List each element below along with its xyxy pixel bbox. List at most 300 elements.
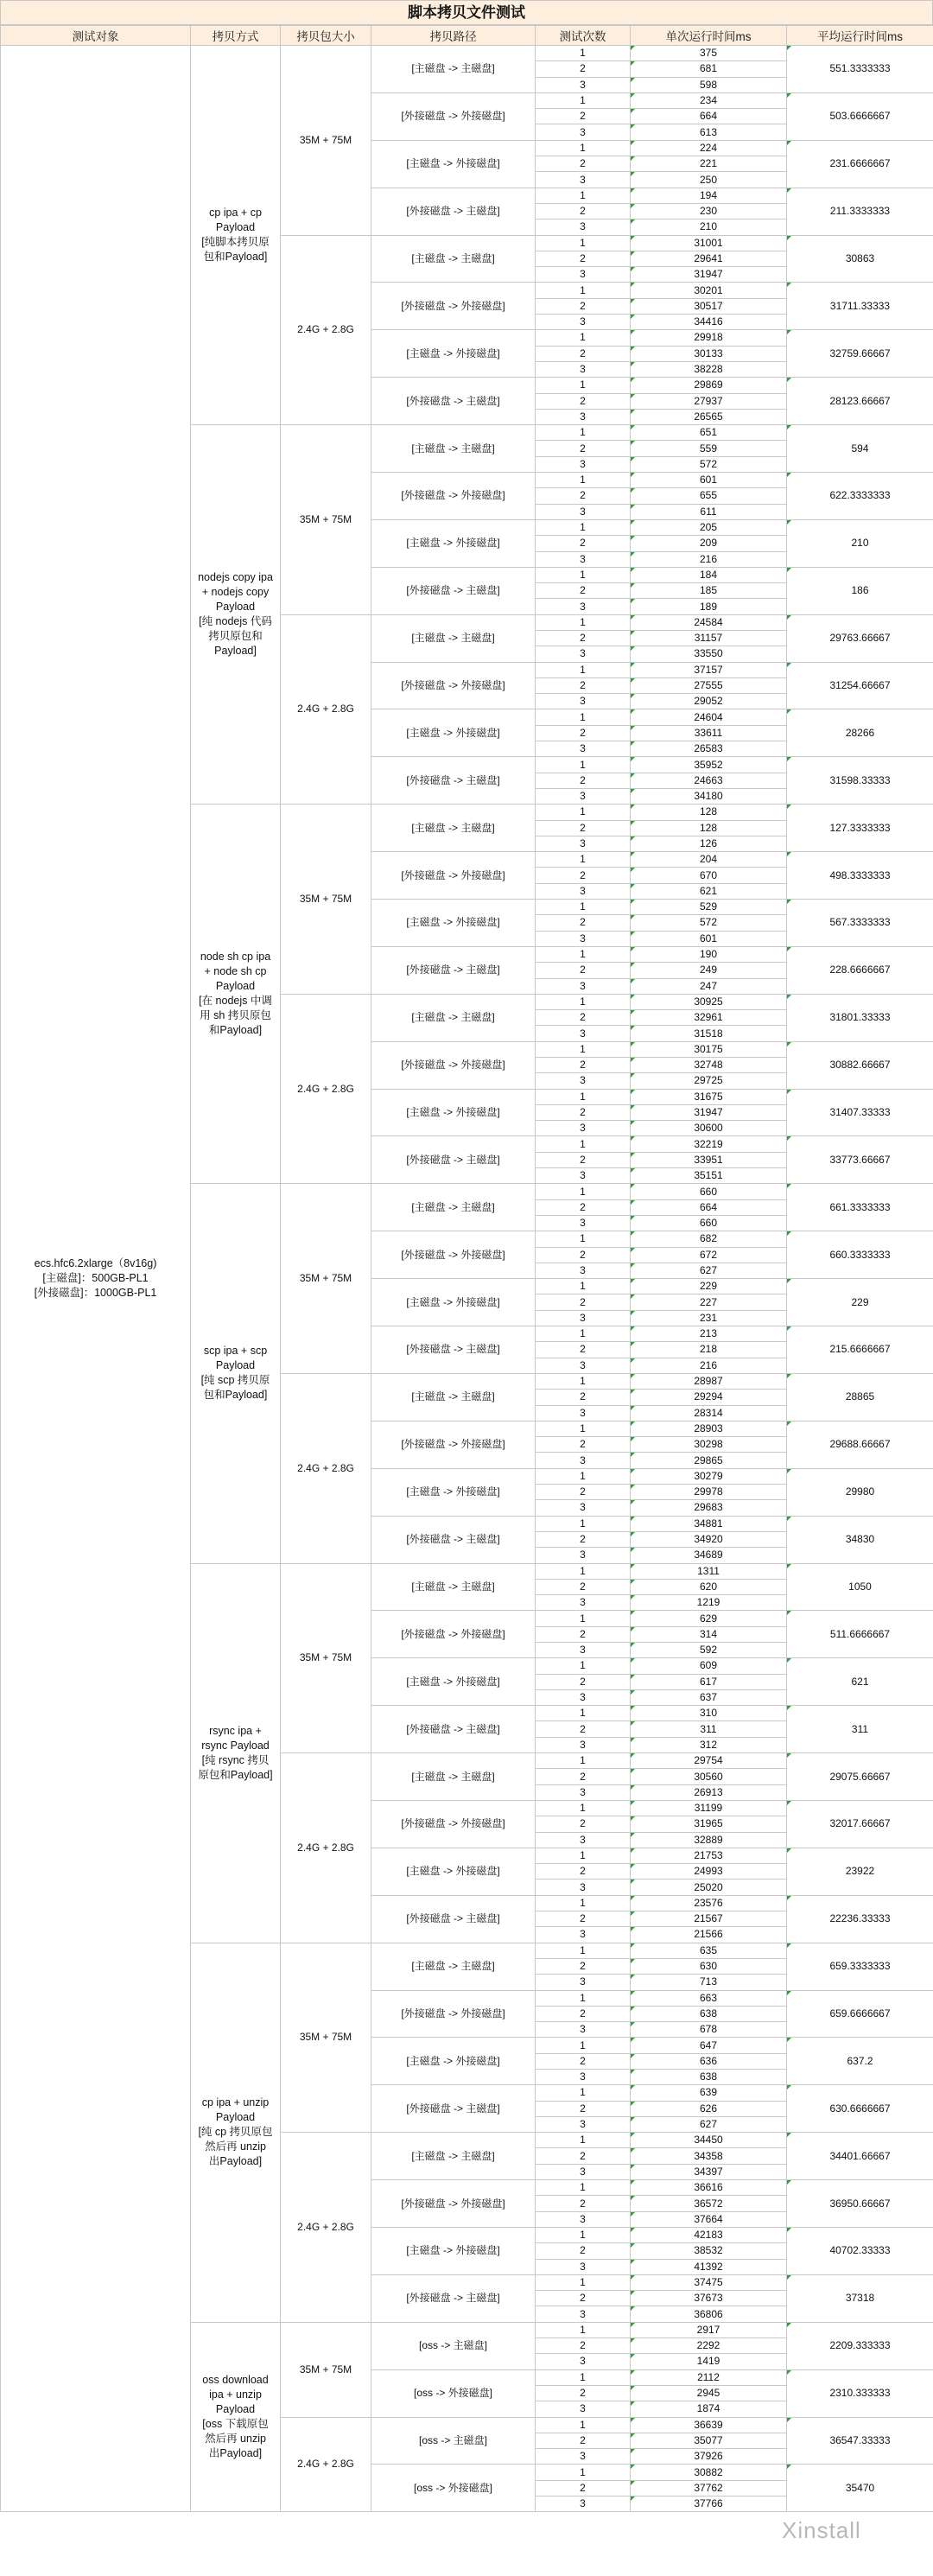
single-run-cell: 638 bbox=[631, 2070, 787, 2085]
average-cell: 498.3333333 bbox=[787, 852, 933, 900]
run-number-cell: 3 bbox=[536, 1832, 631, 1848]
single-run-cell: 34358 bbox=[631, 2148, 787, 2164]
run-number-cell: 1 bbox=[536, 1563, 631, 1579]
single-run-cell: 42183 bbox=[631, 2227, 787, 2242]
run-number-cell: 1 bbox=[536, 805, 631, 820]
single-run-cell: 23576 bbox=[631, 1895, 787, 1911]
run-number-cell: 3 bbox=[536, 2496, 631, 2512]
single-run-cell: 30298 bbox=[631, 1437, 787, 1453]
run-number-cell: 1 bbox=[536, 852, 631, 868]
average-cell: 661.3333333 bbox=[787, 1184, 933, 1231]
single-run-cell: 2112 bbox=[631, 2369, 787, 2385]
average-cell: 29688.66667 bbox=[787, 1421, 933, 1468]
cell-line: Payload bbox=[215, 2403, 256, 2416]
run-number-cell: 1 bbox=[536, 1706, 631, 1721]
copy-path-cell: [外接磁盘 -> 外接磁盘] bbox=[371, 662, 536, 709]
run-number-cell: 1 bbox=[536, 2322, 631, 2337]
single-run-cell: 1874 bbox=[631, 2401, 787, 2417]
average-cell: 210 bbox=[787, 519, 933, 567]
run-number-cell: 2 bbox=[536, 488, 631, 504]
single-run-cell: 627 bbox=[631, 1263, 787, 1278]
average-cell: 511.6666667 bbox=[787, 1611, 933, 1658]
single-run-cell: 26913 bbox=[631, 1784, 787, 1800]
copy-path-cell: [外接磁盘 -> 主磁盘] bbox=[371, 1895, 536, 1943]
run-number-cell: 3 bbox=[536, 504, 631, 519]
cell-line: rsync ipa + bbox=[209, 1724, 262, 1737]
average-cell: 31711.33333 bbox=[787, 283, 933, 330]
run-number-cell: 2 bbox=[536, 1911, 631, 1927]
single-run-cell: 36616 bbox=[631, 2180, 787, 2196]
cell-line: 和Payload] bbox=[208, 1024, 263, 1037]
run-number-cell: 3 bbox=[536, 1927, 631, 1943]
copy-path-cell: [主磁盘 -> 主磁盘] bbox=[371, 1753, 536, 1801]
single-run-cell: 221 bbox=[631, 156, 787, 172]
run-number-cell: 1 bbox=[536, 519, 631, 535]
run-number-cell: 1 bbox=[536, 2085, 631, 2101]
header-single-run: 单次运行时间ms bbox=[631, 26, 787, 46]
run-number-cell: 3 bbox=[536, 361, 631, 377]
average-cell: 36547.33333 bbox=[787, 2417, 933, 2465]
single-run-cell: 35077 bbox=[631, 2433, 787, 2448]
run-number-cell: 1 bbox=[536, 1421, 631, 1436]
table-body bbox=[1, 46, 933, 2512]
run-number-cell: 3 bbox=[536, 1548, 631, 1563]
single-run-cell: 184 bbox=[631, 567, 787, 582]
single-run-cell: 29725 bbox=[631, 1073, 787, 1089]
single-run-cell: 24993 bbox=[631, 1864, 787, 1880]
single-run-cell: 31518 bbox=[631, 1026, 787, 1041]
single-run-cell: 216 bbox=[631, 1358, 787, 1373]
package-size-cell: 2.4G + 2.8G bbox=[281, 1373, 371, 1563]
single-run-cell: 34180 bbox=[631, 788, 787, 804]
single-run-cell: 1419 bbox=[631, 2354, 787, 2369]
run-number-cell: 1 bbox=[536, 1136, 631, 1152]
average-cell: 31598.33333 bbox=[787, 757, 933, 805]
single-run-cell: 28314 bbox=[631, 1405, 787, 1421]
run-number-cell: 2 bbox=[536, 1816, 631, 1832]
single-run-cell: 230 bbox=[631, 203, 787, 219]
run-number-cell: 3 bbox=[536, 1642, 631, 1657]
single-run-cell: 210 bbox=[631, 219, 787, 235]
copy-path-cell: [主磁盘 -> 主磁盘] bbox=[371, 2133, 536, 2180]
run-number-cell: 2 bbox=[536, 1199, 631, 1215]
run-number-cell: 3 bbox=[536, 1026, 631, 1041]
run-number-cell: 3 bbox=[536, 1689, 631, 1705]
copy-path-cell: [oss -> 主磁盘] bbox=[371, 2417, 536, 2465]
run-number-cell: 2 bbox=[536, 346, 631, 361]
package-size-cell: 35M + 75M bbox=[281, 46, 371, 236]
single-run-cell: 621 bbox=[631, 883, 787, 899]
average-cell: 567.3333333 bbox=[787, 900, 933, 947]
run-number-cell: 2 bbox=[536, 536, 631, 551]
average-cell: 30882.66667 bbox=[787, 1041, 933, 1089]
run-number-cell: 1 bbox=[536, 900, 631, 915]
run-number-cell: 2 bbox=[536, 298, 631, 314]
run-number-cell: 3 bbox=[536, 2022, 631, 2038]
single-run-cell: 1219 bbox=[631, 1595, 787, 1611]
cell-line: Payload bbox=[215, 221, 256, 234]
average-cell: 2310.333333 bbox=[787, 2369, 933, 2417]
watermark: Xinstall bbox=[782, 2517, 861, 2543]
copy-path-cell: [外接磁盘 -> 主磁盘] bbox=[371, 1706, 536, 1753]
single-run-cell: 229 bbox=[631, 1279, 787, 1294]
copy-path-cell: [外接磁盘 -> 主磁盘] bbox=[371, 757, 536, 805]
package-size-cell: 35M + 75M bbox=[281, 1943, 371, 2133]
copy-path-cell: [主磁盘 -> 主磁盘] bbox=[371, 805, 536, 852]
test-object-cell bbox=[1, 46, 191, 2512]
cell-line: [纯 scp 拷贝原 bbox=[200, 1374, 270, 1387]
copy-path-cell: [主磁盘 -> 外接磁盘] bbox=[371, 2227, 536, 2274]
package-size-cell: 2.4G + 2.8G bbox=[281, 994, 371, 1184]
single-run-cell: 30600 bbox=[631, 1121, 787, 1136]
single-run-cell: 27937 bbox=[631, 393, 787, 409]
run-number-cell: 1 bbox=[536, 2227, 631, 2242]
single-run-cell: 31001 bbox=[631, 235, 787, 251]
single-run-cell: 312 bbox=[631, 1737, 787, 1752]
single-run-cell: 247 bbox=[631, 978, 787, 994]
average-cell: 228.6666667 bbox=[787, 946, 933, 994]
run-number-cell: 2 bbox=[536, 868, 631, 883]
run-number-cell: 2 bbox=[536, 2053, 631, 2069]
single-run-cell: 36572 bbox=[631, 2196, 787, 2211]
run-number-cell: 1 bbox=[536, 330, 631, 346]
single-run-cell: 30925 bbox=[631, 994, 787, 1009]
single-run-cell: 31199 bbox=[631, 1800, 787, 1816]
average-cell: 37318 bbox=[787, 2274, 933, 2322]
run-number-cell: 2 bbox=[536, 963, 631, 978]
single-run-cell: 126 bbox=[631, 836, 787, 851]
single-run-cell: 35151 bbox=[631, 1168, 787, 1184]
single-run-cell: 36639 bbox=[631, 2417, 787, 2433]
single-run-cell: 713 bbox=[631, 1975, 787, 1990]
average-cell: 33773.66667 bbox=[787, 1136, 933, 1184]
single-run-cell: 32961 bbox=[631, 1010, 787, 1026]
header-test-object: 测试对象 bbox=[1, 26, 191, 46]
average-cell: 34830 bbox=[787, 1516, 933, 1563]
copy-method-cell bbox=[191, 425, 281, 805]
run-number-cell: 3 bbox=[536, 931, 631, 946]
single-run-cell: 26565 bbox=[631, 409, 787, 424]
copy-path-cell: [外接磁盘 -> 主磁盘] bbox=[371, 1136, 536, 1184]
single-run-cell: 682 bbox=[631, 1231, 787, 1247]
single-run-cell: 29683 bbox=[631, 1500, 787, 1516]
run-number-cell: 1 bbox=[536, 1848, 631, 1863]
copy-path-cell: [oss -> 外接磁盘] bbox=[371, 2369, 536, 2417]
run-number-cell: 2 bbox=[536, 583, 631, 599]
cell-line: node sh cp ipa bbox=[200, 951, 271, 964]
run-number-cell: 1 bbox=[536, 614, 631, 630]
run-number-cell: 1 bbox=[536, 473, 631, 488]
run-number-cell: 1 bbox=[536, 1231, 631, 1247]
run-number-cell: 3 bbox=[536, 1737, 631, 1752]
run-number-cell: 1 bbox=[536, 2274, 631, 2290]
run-number-cell: 3 bbox=[536, 599, 631, 614]
single-run-cell: 30882 bbox=[631, 2465, 787, 2480]
run-number-cell: 2 bbox=[536, 109, 631, 124]
single-run-cell: 30175 bbox=[631, 1041, 787, 1057]
header-test-count: 测试次数 bbox=[536, 26, 631, 46]
cell-line: 出Payload] bbox=[208, 2447, 263, 2460]
copy-path-cell: [外接磁盘 -> 主磁盘] bbox=[371, 567, 536, 614]
run-number-cell: 2 bbox=[536, 630, 631, 646]
single-run-cell: 681 bbox=[631, 61, 787, 77]
run-number-cell: 1 bbox=[536, 1279, 631, 1294]
single-run-cell: 627 bbox=[631, 2116, 787, 2132]
run-number-cell: 3 bbox=[536, 456, 631, 472]
average-cell: 29075.66667 bbox=[787, 1753, 933, 1801]
results-table bbox=[0, 25, 933, 2512]
single-run-cell: 37762 bbox=[631, 2480, 787, 2496]
copy-path-cell: [主磁盘 -> 外接磁盘] bbox=[371, 1658, 536, 1706]
average-cell: 621 bbox=[787, 1658, 933, 1706]
average-cell: 29763.66667 bbox=[787, 614, 933, 662]
average-cell: 630.6666667 bbox=[787, 2085, 933, 2133]
run-number-cell: 2 bbox=[536, 1294, 631, 1310]
single-run-cell: 639 bbox=[631, 2085, 787, 2101]
run-number-cell: 1 bbox=[536, 662, 631, 677]
run-number-cell: 1 bbox=[536, 283, 631, 298]
copy-path-cell: [外接磁盘 -> 主磁盘] bbox=[371, 2085, 536, 2133]
single-run-cell: 613 bbox=[631, 124, 787, 140]
average-cell: 31801.33333 bbox=[787, 994, 933, 1041]
run-number-cell: 3 bbox=[536, 2401, 631, 2417]
cell-line: [外接磁盘]：1000GB-PL1 bbox=[34, 1287, 157, 1300]
run-number-cell: 2 bbox=[536, 1721, 631, 1737]
cell-line: Payload] bbox=[214, 645, 257, 658]
run-number-cell: 2 bbox=[536, 393, 631, 409]
run-number-cell: 1 bbox=[536, 1658, 631, 1674]
copy-path-cell: [外接磁盘 -> 外接磁盘] bbox=[371, 1990, 536, 2038]
single-run-cell: 234 bbox=[631, 92, 787, 108]
run-number-cell: 3 bbox=[536, 1405, 631, 1421]
single-run-cell: 34689 bbox=[631, 1548, 787, 1563]
run-number-cell: 1 bbox=[536, 1753, 631, 1769]
copy-path-cell: [主磁盘 -> 外接磁盘] bbox=[371, 1089, 536, 1136]
single-run-cell: 660 bbox=[631, 1215, 787, 1231]
single-run-cell: 34881 bbox=[631, 1516, 787, 1531]
cell-line: + nodejs copy bbox=[201, 586, 270, 599]
package-size-cell: 2.4G + 2.8G bbox=[281, 2417, 371, 2512]
copy-path-cell: [oss -> 外接磁盘] bbox=[371, 2465, 536, 2512]
average-cell: 35470 bbox=[787, 2465, 933, 2512]
single-run-cell: 205 bbox=[631, 519, 787, 535]
single-run-cell: 41392 bbox=[631, 2259, 787, 2274]
single-run-cell: 2917 bbox=[631, 2322, 787, 2337]
copy-path-cell: [主磁盘 -> 外接磁盘] bbox=[371, 2038, 536, 2085]
average-cell: 211.3333333 bbox=[787, 188, 933, 235]
run-number-cell: 1 bbox=[536, 235, 631, 251]
single-run-cell: 38228 bbox=[631, 361, 787, 377]
single-run-cell: 30133 bbox=[631, 346, 787, 361]
cell-line: 用 sh 拷贝原包 bbox=[200, 1009, 271, 1022]
average-cell: 32017.66667 bbox=[787, 1800, 933, 1848]
average-cell: 215.6666667 bbox=[787, 1326, 933, 1374]
copy-method-cell bbox=[191, 46, 281, 425]
cell-line: [主磁盘]：500GB-PL1 bbox=[42, 1272, 149, 1285]
copy-path-cell: [主磁盘 -> 主磁盘] bbox=[371, 1943, 536, 1990]
average-cell: 551.3333333 bbox=[787, 46, 933, 93]
run-number-cell: 2 bbox=[536, 1674, 631, 1689]
cell-line: Payload bbox=[215, 980, 256, 993]
average-cell: 186 bbox=[787, 567, 933, 614]
average-cell: 22236.33333 bbox=[787, 1895, 933, 1943]
run-number-cell: 1 bbox=[536, 2465, 631, 2480]
single-run-cell: 635 bbox=[631, 1943, 787, 1958]
run-number-cell: 3 bbox=[536, 2306, 631, 2322]
run-number-cell: 3 bbox=[536, 646, 631, 662]
cell-line: ipa + unzip bbox=[209, 2388, 262, 2401]
cell-line: cp ipa + unzip bbox=[201, 2096, 270, 2109]
cell-line: Payload bbox=[215, 1359, 256, 1372]
run-number-cell: 2 bbox=[536, 2385, 631, 2401]
average-cell: 31254.66667 bbox=[787, 662, 933, 709]
run-number-cell: 1 bbox=[536, 1373, 631, 1389]
copy-path-cell: [主磁盘 -> 主磁盘] bbox=[371, 994, 536, 1041]
single-run-cell: 28903 bbox=[631, 1421, 787, 1436]
copy-path-cell: [主磁盘 -> 主磁盘] bbox=[371, 46, 536, 93]
run-number-cell: 3 bbox=[536, 1073, 631, 1089]
single-run-cell: 678 bbox=[631, 2022, 787, 2038]
single-run-cell: 311 bbox=[631, 1721, 787, 1737]
single-run-cell: 204 bbox=[631, 852, 787, 868]
single-run-cell: 21753 bbox=[631, 1848, 787, 1863]
run-number-cell: 2 bbox=[536, 2291, 631, 2306]
single-run-cell: 617 bbox=[631, 1674, 787, 1689]
package-size-cell: 2.4G + 2.8G bbox=[281, 235, 371, 425]
single-run-cell: 29754 bbox=[631, 1753, 787, 1769]
run-number-cell: 1 bbox=[536, 757, 631, 773]
single-run-cell: 29641 bbox=[631, 251, 787, 266]
copy-method-cell bbox=[191, 1943, 281, 2322]
average-cell: 311 bbox=[787, 1706, 933, 1753]
header-row bbox=[1, 26, 933, 46]
single-run-cell: 598 bbox=[631, 77, 787, 92]
copy-path-cell: [外接磁盘 -> 外接磁盘] bbox=[371, 473, 536, 520]
single-run-cell: 647 bbox=[631, 2038, 787, 2053]
copy-path-cell: [外接磁盘 -> 外接磁盘] bbox=[371, 852, 536, 900]
average-cell: 229 bbox=[787, 1279, 933, 1326]
run-number-cell: 2 bbox=[536, 725, 631, 741]
run-number-cell: 2 bbox=[536, 1626, 631, 1642]
average-cell: 659.3333333 bbox=[787, 1943, 933, 1990]
copy-path-cell: [主磁盘 -> 外接磁盘] bbox=[371, 900, 536, 947]
copy-path-cell: [外接磁盘 -> 外接磁盘] bbox=[371, 2180, 536, 2228]
copy-path-cell: [外接磁盘 -> 主磁盘] bbox=[371, 946, 536, 994]
run-number-cell: 1 bbox=[536, 46, 631, 61]
average-cell: 637.2 bbox=[787, 2038, 933, 2085]
cell-line: cp ipa + cp bbox=[209, 207, 262, 219]
average-cell: 659.6666667 bbox=[787, 1990, 933, 2038]
single-run-cell: 24663 bbox=[631, 773, 787, 788]
package-size-cell: 35M + 75M bbox=[281, 425, 371, 615]
run-number-cell: 3 bbox=[536, 741, 631, 757]
run-number-cell: 2 bbox=[536, 2196, 631, 2211]
single-run-cell: 572 bbox=[631, 915, 787, 931]
single-run-cell: 32889 bbox=[631, 1832, 787, 1848]
single-run-cell: 33550 bbox=[631, 646, 787, 662]
single-run-cell: 30201 bbox=[631, 283, 787, 298]
run-number-cell: 3 bbox=[536, 2354, 631, 2369]
average-cell: 660.3333333 bbox=[787, 1231, 933, 1279]
single-run-cell: 32748 bbox=[631, 1058, 787, 1073]
run-number-cell: 1 bbox=[536, 1089, 631, 1104]
single-run-cell: 620 bbox=[631, 1579, 787, 1594]
run-number-cell: 2 bbox=[536, 1390, 631, 1405]
header-average-run: 平均运行时间ms bbox=[787, 26, 933, 46]
single-run-cell: 664 bbox=[631, 1199, 787, 1215]
single-run-cell: 190 bbox=[631, 946, 787, 962]
run-number-cell: 3 bbox=[536, 1263, 631, 1278]
single-run-cell: 218 bbox=[631, 1342, 787, 1358]
cell-line: Payload bbox=[215, 2111, 256, 2124]
copy-path-cell: [外接磁盘 -> 主磁盘] bbox=[371, 1326, 536, 1374]
run-number-cell: 1 bbox=[536, 946, 631, 962]
copy-path-cell: [外接磁盘 -> 外接磁盘] bbox=[371, 1611, 536, 1658]
run-number-cell: 3 bbox=[536, 1880, 631, 1895]
single-run-cell: 213 bbox=[631, 1326, 787, 1342]
single-run-cell: 21566 bbox=[631, 1927, 787, 1943]
single-run-cell: 128 bbox=[631, 805, 787, 820]
single-run-cell: 1311 bbox=[631, 1563, 787, 1579]
run-number-cell: 2 bbox=[536, 677, 631, 693]
single-run-cell: 185 bbox=[631, 583, 787, 599]
average-cell: 28123.66667 bbox=[787, 378, 933, 425]
run-number-cell: 3 bbox=[536, 1121, 631, 1136]
copy-path-cell: [主磁盘 -> 外接磁盘] bbox=[371, 140, 536, 188]
single-run-cell: 38532 bbox=[631, 2243, 787, 2259]
single-run-cell: 37475 bbox=[631, 2274, 787, 2290]
copy-path-cell: [外接磁盘 -> 主磁盘] bbox=[371, 2274, 536, 2322]
single-run-cell: 35952 bbox=[631, 757, 787, 773]
single-run-cell: 31965 bbox=[631, 1816, 787, 1832]
single-run-cell: 27555 bbox=[631, 677, 787, 693]
average-cell: 28266 bbox=[787, 709, 933, 757]
single-run-cell: 209 bbox=[631, 536, 787, 551]
single-run-cell: 310 bbox=[631, 1706, 787, 1721]
single-run-cell: 224 bbox=[631, 140, 787, 156]
average-cell: 594 bbox=[787, 425, 933, 473]
run-number-cell: 3 bbox=[536, 694, 631, 709]
single-run-cell: 29869 bbox=[631, 378, 787, 393]
copy-path-cell: [主磁盘 -> 外接磁盘] bbox=[371, 1848, 536, 1895]
copy-path-cell: [外接磁盘 -> 外接磁盘] bbox=[371, 1231, 536, 1279]
single-run-cell: 33611 bbox=[631, 725, 787, 741]
average-cell: 32759.66667 bbox=[787, 330, 933, 378]
cell-line: rsync Payload bbox=[201, 1739, 270, 1752]
run-number-cell: 1 bbox=[536, 1800, 631, 1816]
copy-path-cell: [主磁盘 -> 外接磁盘] bbox=[371, 330, 536, 378]
run-number-cell: 2 bbox=[536, 1579, 631, 1594]
run-number-cell: 3 bbox=[536, 1310, 631, 1326]
cell-line: [纯 cp 拷贝原包 bbox=[198, 2126, 273, 2139]
average-cell: 40702.33333 bbox=[787, 2227, 933, 2274]
header-copy-method: 拷贝方式 bbox=[191, 26, 281, 46]
average-cell: 231.6666667 bbox=[787, 140, 933, 188]
single-run-cell: 630 bbox=[631, 1958, 787, 1974]
single-run-cell: 231 bbox=[631, 1310, 787, 1326]
run-number-cell: 2 bbox=[536, 203, 631, 219]
cell-line: ecs.hfc6.2xlarge（8v16g) bbox=[34, 1257, 157, 1270]
single-run-cell: 670 bbox=[631, 868, 787, 883]
run-number-cell: 1 bbox=[536, 2133, 631, 2148]
single-run-cell: 611 bbox=[631, 504, 787, 519]
run-number-cell: 2 bbox=[536, 1058, 631, 1073]
run-number-cell: 1 bbox=[536, 1611, 631, 1626]
average-cell: 29980 bbox=[787, 1468, 933, 1516]
run-number-cell: 2 bbox=[536, 2433, 631, 2448]
run-number-cell: 1 bbox=[536, 188, 631, 203]
copy-path-cell: [主磁盘 -> 主磁盘] bbox=[371, 1563, 536, 1611]
